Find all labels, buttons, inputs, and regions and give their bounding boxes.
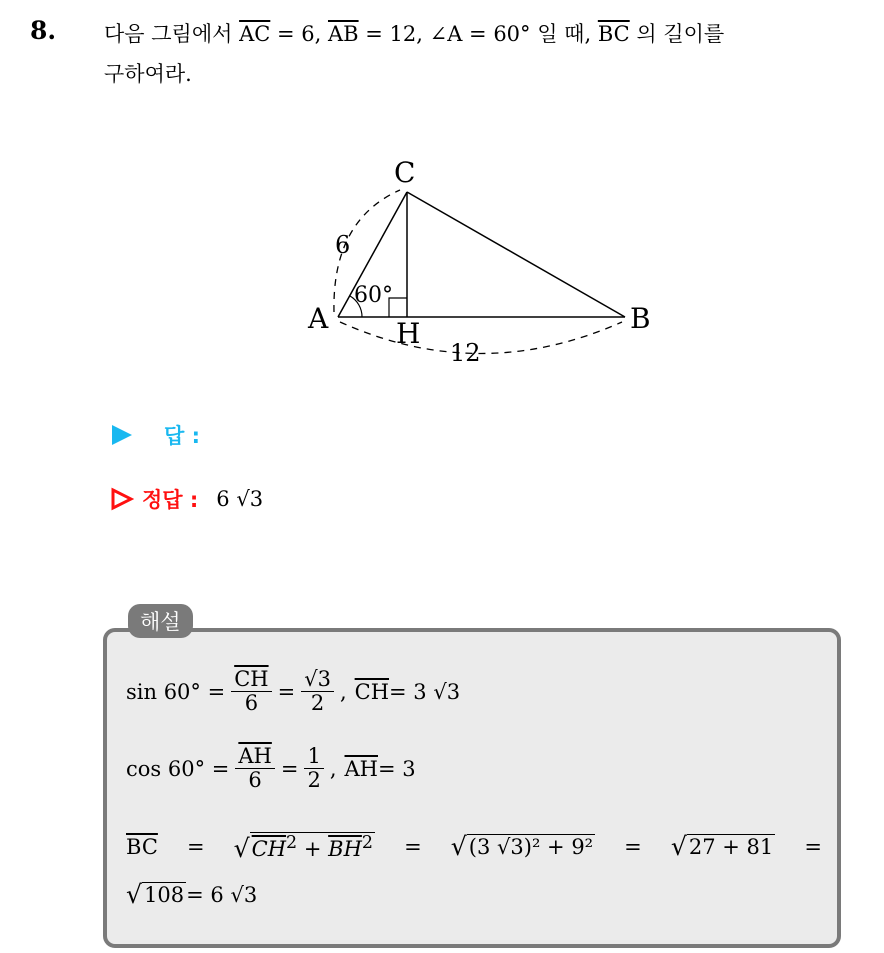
label-h: H <box>396 317 421 350</box>
solution-tab: 해설 <box>128 604 193 638</box>
correct-arrow-icon <box>110 487 134 511</box>
label-a: A <box>308 302 329 335</box>
solution-eq-bc: $\overline{BC}$ = √ $CH^2 + \overline{BH}^2$ = √ (3 √3)² + 9² = √ 27 + 81 = <box>126 831 822 863</box>
label-side-12: 12 <box>450 339 481 367</box>
question-number: 8. <box>30 16 57 45</box>
answer-label: 답 : <box>164 424 200 448</box>
label-b: B <box>630 302 651 335</box>
solution-eq-result: √ 108 = 6 √3 <box>126 880 258 909</box>
solution-eq-cos: cos 60° = $\frac{\overline{AH}}{6}$ = $\frac{1}{2}$ , $\overline{AH}$ = 3 <box>126 744 416 793</box>
label-angle-60: 60° <box>354 283 393 308</box>
question-text-line2: 구하여라. <box>104 62 192 86</box>
label-c: C <box>394 156 416 189</box>
correct-answer-value: 6 √3 <box>216 487 264 511</box>
triangle-figure <box>300 150 670 380</box>
side-cb-line <box>407 192 625 317</box>
label-side-6: 6 <box>335 231 351 259</box>
solution-eq-sin: sin 60° = $\frac{\overline{CH}}{6}$ = $\frac{√3}{2}$ , $\overline{CH}$ = 3 √3 <box>126 667 461 716</box>
answer-row <box>110 420 200 450</box>
answer-arrow-icon <box>110 423 134 447</box>
question-text-line1: 다음 그림에서 $\overline{AC} = 6$, $\overline{AB} = 12$, ∠A = 60° 일 때, $\overline{BC}$ 의 길이를 <box>104 22 725 46</box>
correct-answer-row <box>110 484 263 514</box>
dashed-arc-ab <box>340 322 622 354</box>
correct-answer-label: 정답 : <box>142 488 199 512</box>
